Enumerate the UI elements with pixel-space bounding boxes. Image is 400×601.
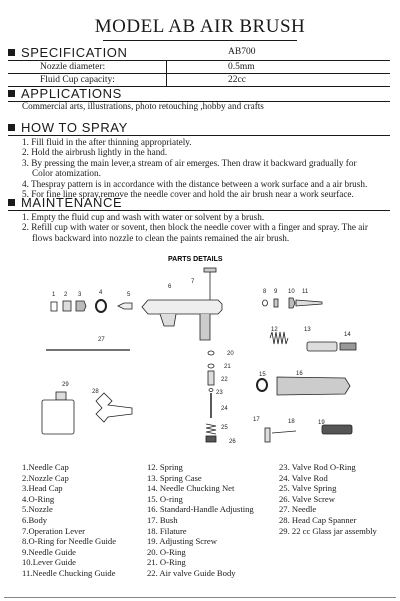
body-valve-housing xyxy=(200,314,210,340)
square-bullet-icon xyxy=(8,90,15,97)
callout-15: 15 xyxy=(259,372,266,378)
callout-9: 9 xyxy=(274,289,278,295)
how-to-spray-heading xyxy=(8,120,128,135)
callout-21: 21 xyxy=(224,364,231,370)
part-item: 6.Body xyxy=(22,514,48,525)
o-ring-part xyxy=(96,300,106,312)
bush-part xyxy=(265,428,270,442)
how-to-spray-rule xyxy=(8,135,390,136)
maintenance-heading xyxy=(8,195,122,210)
part-item: 10.Lever Guide xyxy=(22,557,76,568)
maintenance-heading-text: MAINTENANCE xyxy=(21,195,123,210)
valve-rod-o-ring-part xyxy=(209,389,213,392)
glass-jar-part xyxy=(42,400,74,434)
part-item: 3.Head Cap xyxy=(22,483,63,494)
valve-spring-part xyxy=(206,424,216,434)
applications-heading xyxy=(8,86,122,101)
part-item: 29. 22 cc Glass jar assembly xyxy=(279,525,377,536)
spec-rule-mid xyxy=(8,73,390,74)
callout-10: 10 xyxy=(288,289,295,295)
parts-list-col-3 xyxy=(279,462,377,536)
applications-text: Commercial arts, illustrations, photo retouching ,hobby and crafts xyxy=(22,101,264,111)
part-item: 4.O-Ring xyxy=(22,493,55,504)
part-item: 25. Valve Spring xyxy=(279,483,337,494)
handle-part xyxy=(277,377,350,395)
callout-18: 18 xyxy=(288,419,295,425)
part-item: 23. Valve Rod O-Ring xyxy=(279,462,356,472)
part-item: 11.Needle Chucking Guide xyxy=(22,567,116,578)
step-line: 2. Refill cup with water or sovent, then block the needle cover with a finger and spray. The air xyxy=(22,222,368,233)
square-bullet-icon xyxy=(8,124,15,131)
callout-22: 22 xyxy=(221,377,228,383)
spring-part xyxy=(270,332,288,344)
callout-4: 4 xyxy=(99,290,103,296)
part-item: 27. Needle xyxy=(279,504,317,515)
nozzle-cap-part xyxy=(63,301,71,311)
callout-12: 12 xyxy=(271,327,278,333)
part-item: 20. O-Ring xyxy=(147,546,186,557)
adjusting-screw-part xyxy=(322,425,352,434)
step-line: 1. Fill fluid in the after thinning appropriately. xyxy=(22,137,192,147)
spec-label: Fluid Cup capacity: xyxy=(40,75,115,85)
part-item: 28. Head Cap Spanner xyxy=(279,514,357,525)
callout-13: 13 xyxy=(304,327,311,333)
callout-20: 20 xyxy=(227,351,234,357)
part-item: 17. Bush xyxy=(147,514,178,525)
needle-guide-part xyxy=(274,299,278,307)
square-bullet-icon xyxy=(8,49,15,56)
operation-lever-part xyxy=(204,268,216,272)
applications-heading-text: APPLICATIONS xyxy=(21,86,122,101)
filature-part xyxy=(272,431,296,433)
callout-3: 3 xyxy=(78,292,82,298)
callout-25: 25 xyxy=(221,425,228,431)
part-item: 13. Spring Case xyxy=(147,472,202,483)
air-valve-guide-body-part xyxy=(208,371,214,385)
spec-value: 0.5mm xyxy=(228,62,255,72)
step-line: flows backward into nozzle to clean the paints remained the air brush. xyxy=(32,232,290,243)
callout-6: 6 xyxy=(168,284,172,290)
needle-guide-o-ring-part xyxy=(263,300,268,306)
part-item: 21. O-Ring xyxy=(147,557,186,568)
parts-details-title: PARTS DETAILS xyxy=(168,256,223,263)
nozzle-part xyxy=(118,303,132,309)
document-title: MODEL AB AIR BRUSH xyxy=(94,16,306,37)
lever-guide-part xyxy=(289,298,295,308)
spec-rule-top xyxy=(8,60,390,61)
page-bottom-rule xyxy=(4,597,396,598)
spec-value: 22cc xyxy=(228,75,246,85)
o-ring-20-part xyxy=(208,351,214,355)
step-line: Color atomization. xyxy=(32,168,101,179)
jar-lid-part xyxy=(56,392,66,400)
body-cup-stem xyxy=(160,314,176,326)
o-ring-15-part xyxy=(257,379,267,391)
maintenance-rule xyxy=(8,210,390,211)
specification-heading-text: SPECIFICATION xyxy=(21,45,128,60)
how-to-spray-heading-text: HOW TO SPRAY xyxy=(21,120,128,135)
part-item: 24. Valve Rod xyxy=(279,472,328,483)
part-item: 12. Spring xyxy=(147,462,183,472)
title-underline xyxy=(103,40,297,41)
callout-26: 26 xyxy=(229,439,236,445)
step-line: 2. Hold the airbrush lightly in the hand. xyxy=(22,147,168,158)
step-line: 5. For fine line spray,remove the needle cover and hold the air brush near a work seurface. xyxy=(22,189,354,200)
part-item: 14. Needle Chucking Net xyxy=(147,483,235,494)
how-to-spray-steps xyxy=(22,137,390,199)
maintenance-steps xyxy=(22,212,390,243)
callout-8: 8 xyxy=(263,289,267,295)
spec-label: Nozzle diameter: xyxy=(40,62,106,72)
parts-list-col-1 xyxy=(22,462,116,579)
part-item: 19. Adjusting Screw xyxy=(147,536,217,547)
body-part xyxy=(142,300,222,314)
callout-24: 24 xyxy=(221,406,228,412)
o-ring-21-part xyxy=(208,364,214,368)
callout-19: 19 xyxy=(318,420,325,426)
parts-diagram xyxy=(0,250,400,455)
callout-7: 7 xyxy=(191,279,195,285)
step-line: 3. By pressing the main lever,a stream of air emerges. Then draw it backward gradually for xyxy=(22,157,357,168)
callout-27: 27 xyxy=(98,337,105,343)
callout-29: 29 xyxy=(62,382,69,388)
part-item: 9.Needle Guide xyxy=(22,546,76,557)
part-item: 22. Air valve Guide Body xyxy=(147,567,236,578)
callout-14: 14 xyxy=(344,332,351,338)
part-item: 1.Needle Cap xyxy=(22,462,69,472)
head-cap-part xyxy=(76,301,86,311)
callout-11: 11 xyxy=(302,289,309,295)
callout-1: 1 xyxy=(52,292,56,298)
part-item: 18. Filature xyxy=(147,525,187,536)
specification-heading xyxy=(8,45,128,60)
part-item: 7.Operation Lever xyxy=(22,525,85,536)
part-item: 5.Nozzle xyxy=(22,504,53,515)
part-item: 26. Valve Screw xyxy=(279,493,335,504)
part-item: 2.Nozzle Cap xyxy=(22,472,69,483)
part-item: 15. O-ring xyxy=(147,493,183,504)
spec-table-divider xyxy=(166,60,167,86)
callout-23: 23 xyxy=(216,390,223,396)
callout-2: 2 xyxy=(64,292,68,298)
model-number: AB700 xyxy=(228,47,256,57)
parts-list-col-2 xyxy=(147,462,254,579)
needle-chucking-guide-part xyxy=(296,300,322,306)
part-item: 8.O-Ring for Needle Guide xyxy=(22,536,117,547)
part-item: 16. Standard-Handle Adjusting xyxy=(147,504,254,515)
valve-screw-part xyxy=(206,436,216,442)
square-bullet-icon xyxy=(8,199,15,206)
head-cap-spanner-part xyxy=(96,393,132,422)
callout-17: 17 xyxy=(253,417,260,423)
callout-28: 28 xyxy=(92,389,99,395)
spring-case-part xyxy=(307,342,337,351)
callout-5: 5 xyxy=(127,292,131,298)
step-line: 4. Thespray pattern is in accordance with the distance between a work surface and a air brush. xyxy=(22,178,368,189)
step-line: 1. Empty the fluid cup and wash with water or solvent by a brush. xyxy=(22,212,265,222)
needle-cap-part xyxy=(51,302,57,311)
needle-chucking-net-part xyxy=(340,343,356,350)
callout-16: 16 xyxy=(296,371,303,377)
